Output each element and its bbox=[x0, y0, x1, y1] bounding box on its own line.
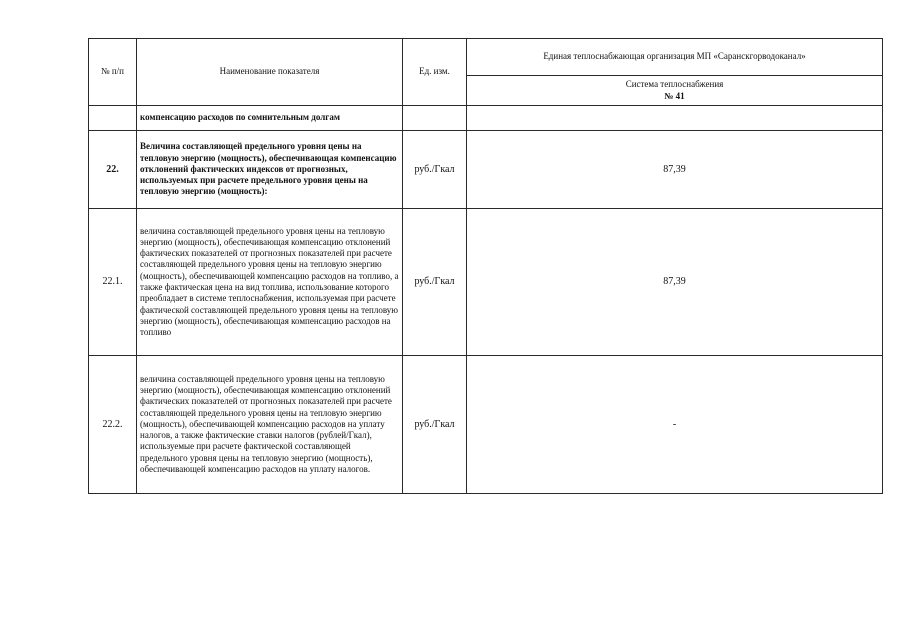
row-value: - bbox=[467, 356, 883, 494]
row-name: величина составляющей предельного уровня цены на тепловую энергию (мощность), обеспечивающая компенсацию отклонений фактических показателей от прогнозных показателей при расчете составляющей предельного уровня цены на тепловую энергию (мощность), обеспечивающей компенсацию расходов на топливо, а также фактическая цена на вид топлива, использование которого преобладает в системе теплоснабжения, используемая при расчете фактической составляющей предельного уровня цены на тепловую энергию (мощность), обеспечивающая компенсацию расходов на топливо bbox=[137, 209, 403, 356]
row-name: компенсацию расходов по сомнительным долгам bbox=[137, 106, 403, 131]
row-number: 22.1. bbox=[89, 209, 137, 356]
row-value: 87,39 bbox=[467, 209, 883, 356]
row-number bbox=[89, 106, 137, 131]
system-number: № 41 bbox=[664, 90, 685, 101]
row-unit: руб./Гкал bbox=[403, 356, 467, 494]
system-label: Система теплоснабжения bbox=[625, 79, 724, 90]
col-name-header: Наименование показателя bbox=[137, 39, 403, 106]
table-row bbox=[89, 106, 883, 131]
row-name: Величина составляющей предельного уровня цены на тепловую энергию (мощность), обеспечивающая компенсацию отклонений фактических индексов от прогнозных, используемых при расчете предельного уровня цены на тепловую энергию (мощность): bbox=[137, 131, 403, 209]
tariff-table bbox=[88, 38, 883, 494]
table-row bbox=[89, 209, 883, 356]
system-header bbox=[467, 76, 883, 106]
row-unit bbox=[403, 106, 467, 131]
col-unit-header: Ед. изм. bbox=[403, 39, 467, 106]
row-name: величина составляющей предельного уровня цены на тепловую энергию (мощность), обеспечивающая компенсацию отклонений фактических показателей от прогнозных показателей при расчете составляющей предельного уровня цены на тепловую энергию (мощность), обеспечивающей компенсацию расходов на уплату налогов, а также фактические ставки налогов (рублей/Гкал), используемые при расчете фактической составляющей предельного уровня цены на тепловую энергию (мощность), обеспечивающей компенсацию расходов на уплату налогов. bbox=[137, 356, 403, 494]
table-row bbox=[89, 356, 883, 494]
row-unit: руб./Гкал bbox=[403, 209, 467, 356]
row-number: 22.2. bbox=[89, 356, 137, 494]
row-value bbox=[467, 106, 883, 131]
table-row bbox=[89, 131, 883, 209]
col-number-header: № п/п bbox=[89, 39, 137, 106]
row-unit: руб./Гкал bbox=[403, 131, 467, 209]
row-number: 22. bbox=[89, 131, 137, 209]
org-title-header: Единая теплоснабжающая организация МП «Саранскгорводоканал» bbox=[467, 39, 883, 76]
document-page bbox=[88, 38, 882, 494]
row-value: 87,39 bbox=[467, 131, 883, 209]
header-row bbox=[89, 39, 883, 76]
